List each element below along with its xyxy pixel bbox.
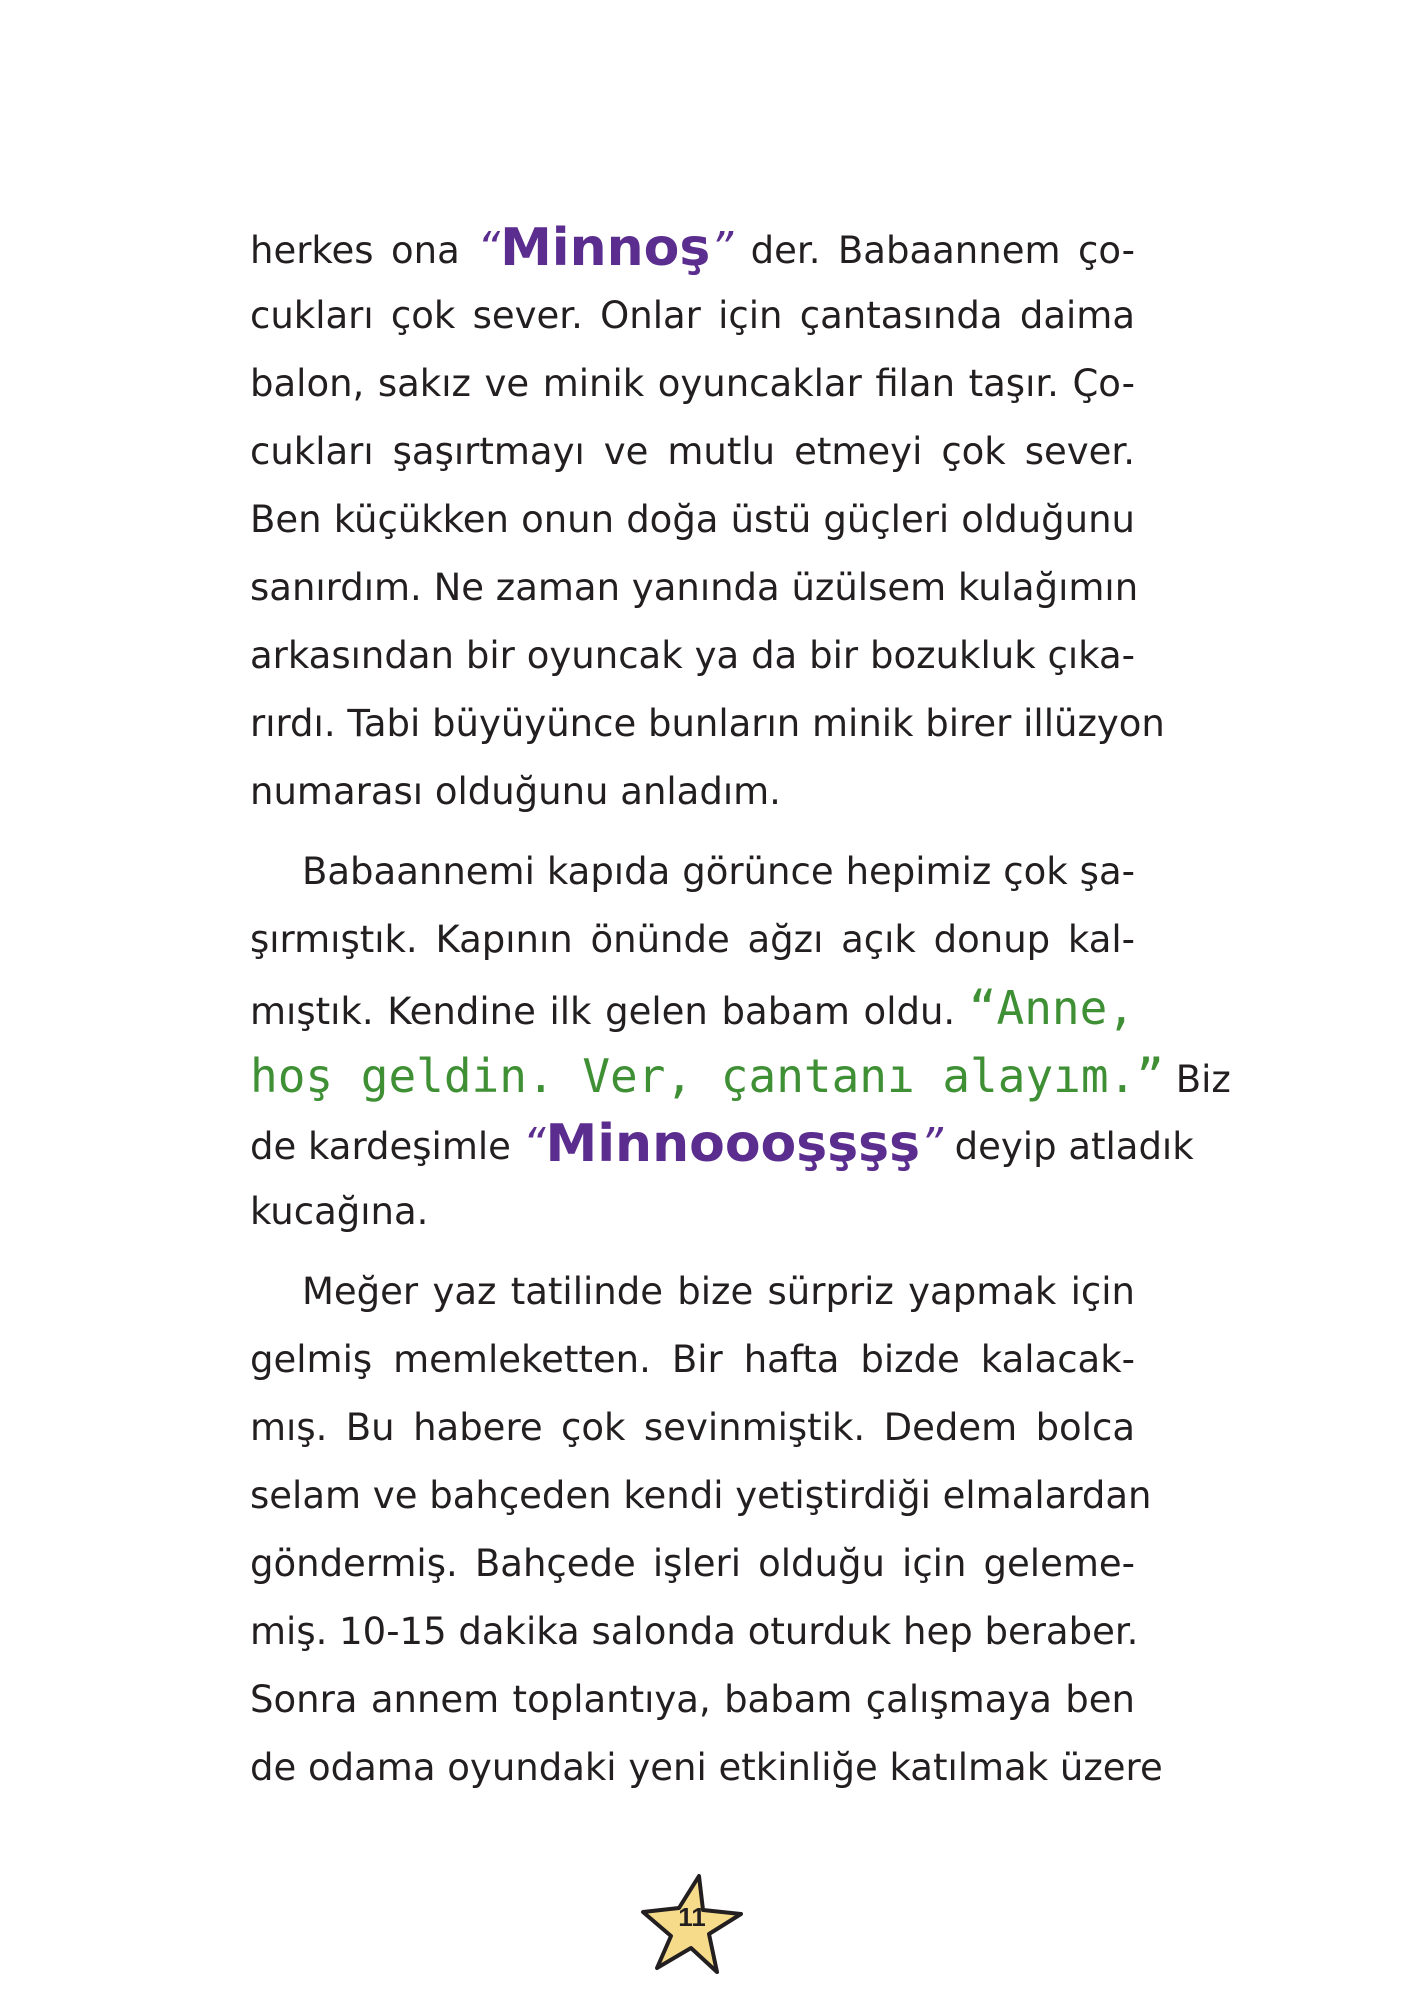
text-line: cukları şaşırtmayı ve mutlu etmeyi çok sever. (250, 430, 1135, 473)
nickname-highlight: Minnoş (500, 218, 711, 278)
text-segment: de kardeşimle (250, 1125, 511, 1168)
text-line: Ben küçükken onun doğa üstü güçleri olduğunu (250, 498, 1135, 541)
text-line (250, 974, 1135, 1042)
nickname-highlight: Minnoooşşşş (545, 1114, 921, 1174)
text-line: göndermiş. Bahçede işleri olduğu için geleme- (250, 1542, 1135, 1585)
text-line: selam ve bahçeden kendi yetiştirdiği elmalardan (250, 1474, 1152, 1517)
text-line: şırmıştık. Kapının önünde ağzı açık donup kal- (250, 918, 1135, 961)
text-line: Sonra annem toplantıya, babam çalışmaya ben (250, 1678, 1135, 1721)
text-line (250, 214, 1135, 282)
text-line: miş. 10-15 dakika salonda oturduk hep beraber. (250, 1610, 1139, 1653)
quote-mark: “ (522, 1119, 546, 1170)
text-segment: der. Babaannem ço- (750, 229, 1135, 272)
text-segment: Biz (1175, 1058, 1231, 1101)
text-line (250, 1110, 1194, 1178)
quote-mark: “ (477, 223, 501, 274)
text-line: rırdı. Tabi büyüyünce bunların minik birer illüzyon (250, 702, 1165, 745)
paragraph-3 (250, 1258, 1163, 1802)
text-line: Babaannemi kapıda görünce hepimiz çok şa- (302, 850, 1135, 893)
page-number: 11 (678, 1902, 706, 1932)
quote-mark: ” (920, 1119, 943, 1170)
text-segment: deyip atladık (954, 1125, 1194, 1168)
text-line: gelmiş memleketten. Bir hafta bizde kalacak- (250, 1338, 1135, 1381)
text-line: kucağına. (250, 1190, 429, 1233)
text-line (250, 1042, 1231, 1110)
text-segment: herkes ona (250, 229, 460, 272)
text-line: cukları çok sever. Onlar için çantasında daima (250, 294, 1135, 337)
text-line: mış. Bu habere çok sevinmiştik. Dedem bolca (250, 1406, 1135, 1449)
text-line: numarası olduğunu anladım. (250, 770, 781, 813)
speech-highlight: hoş geldin. Ver, çantanı alayım.” (250, 1049, 1164, 1103)
paragraph-2 (250, 838, 1231, 1246)
text-segment: mıştık. Kendine ilk gelen babam oldu. (250, 990, 956, 1033)
speech-highlight: “Anne, (968, 981, 1135, 1035)
quote-mark: ” (710, 223, 734, 274)
text-line: Meğer yaz tatilinde bize sürpriz yapmak için (302, 1270, 1135, 1313)
paragraph-1 (250, 214, 1165, 826)
text-line: sanırdım. Ne zaman yanında üzülsem kulağımın (250, 566, 1139, 609)
text-line: de odama oyundaki yeni etkinliğe katılmak üzere (250, 1746, 1163, 1789)
text-line: arkasından bir oyuncak ya da bir bozukluk çıka- (250, 634, 1135, 677)
book-page-text (250, 214, 1231, 1802)
page-footer (637, 1870, 747, 1980)
text-line: balon, sakız ve minik oyuncaklar filan taşır. Ço- (250, 362, 1135, 405)
